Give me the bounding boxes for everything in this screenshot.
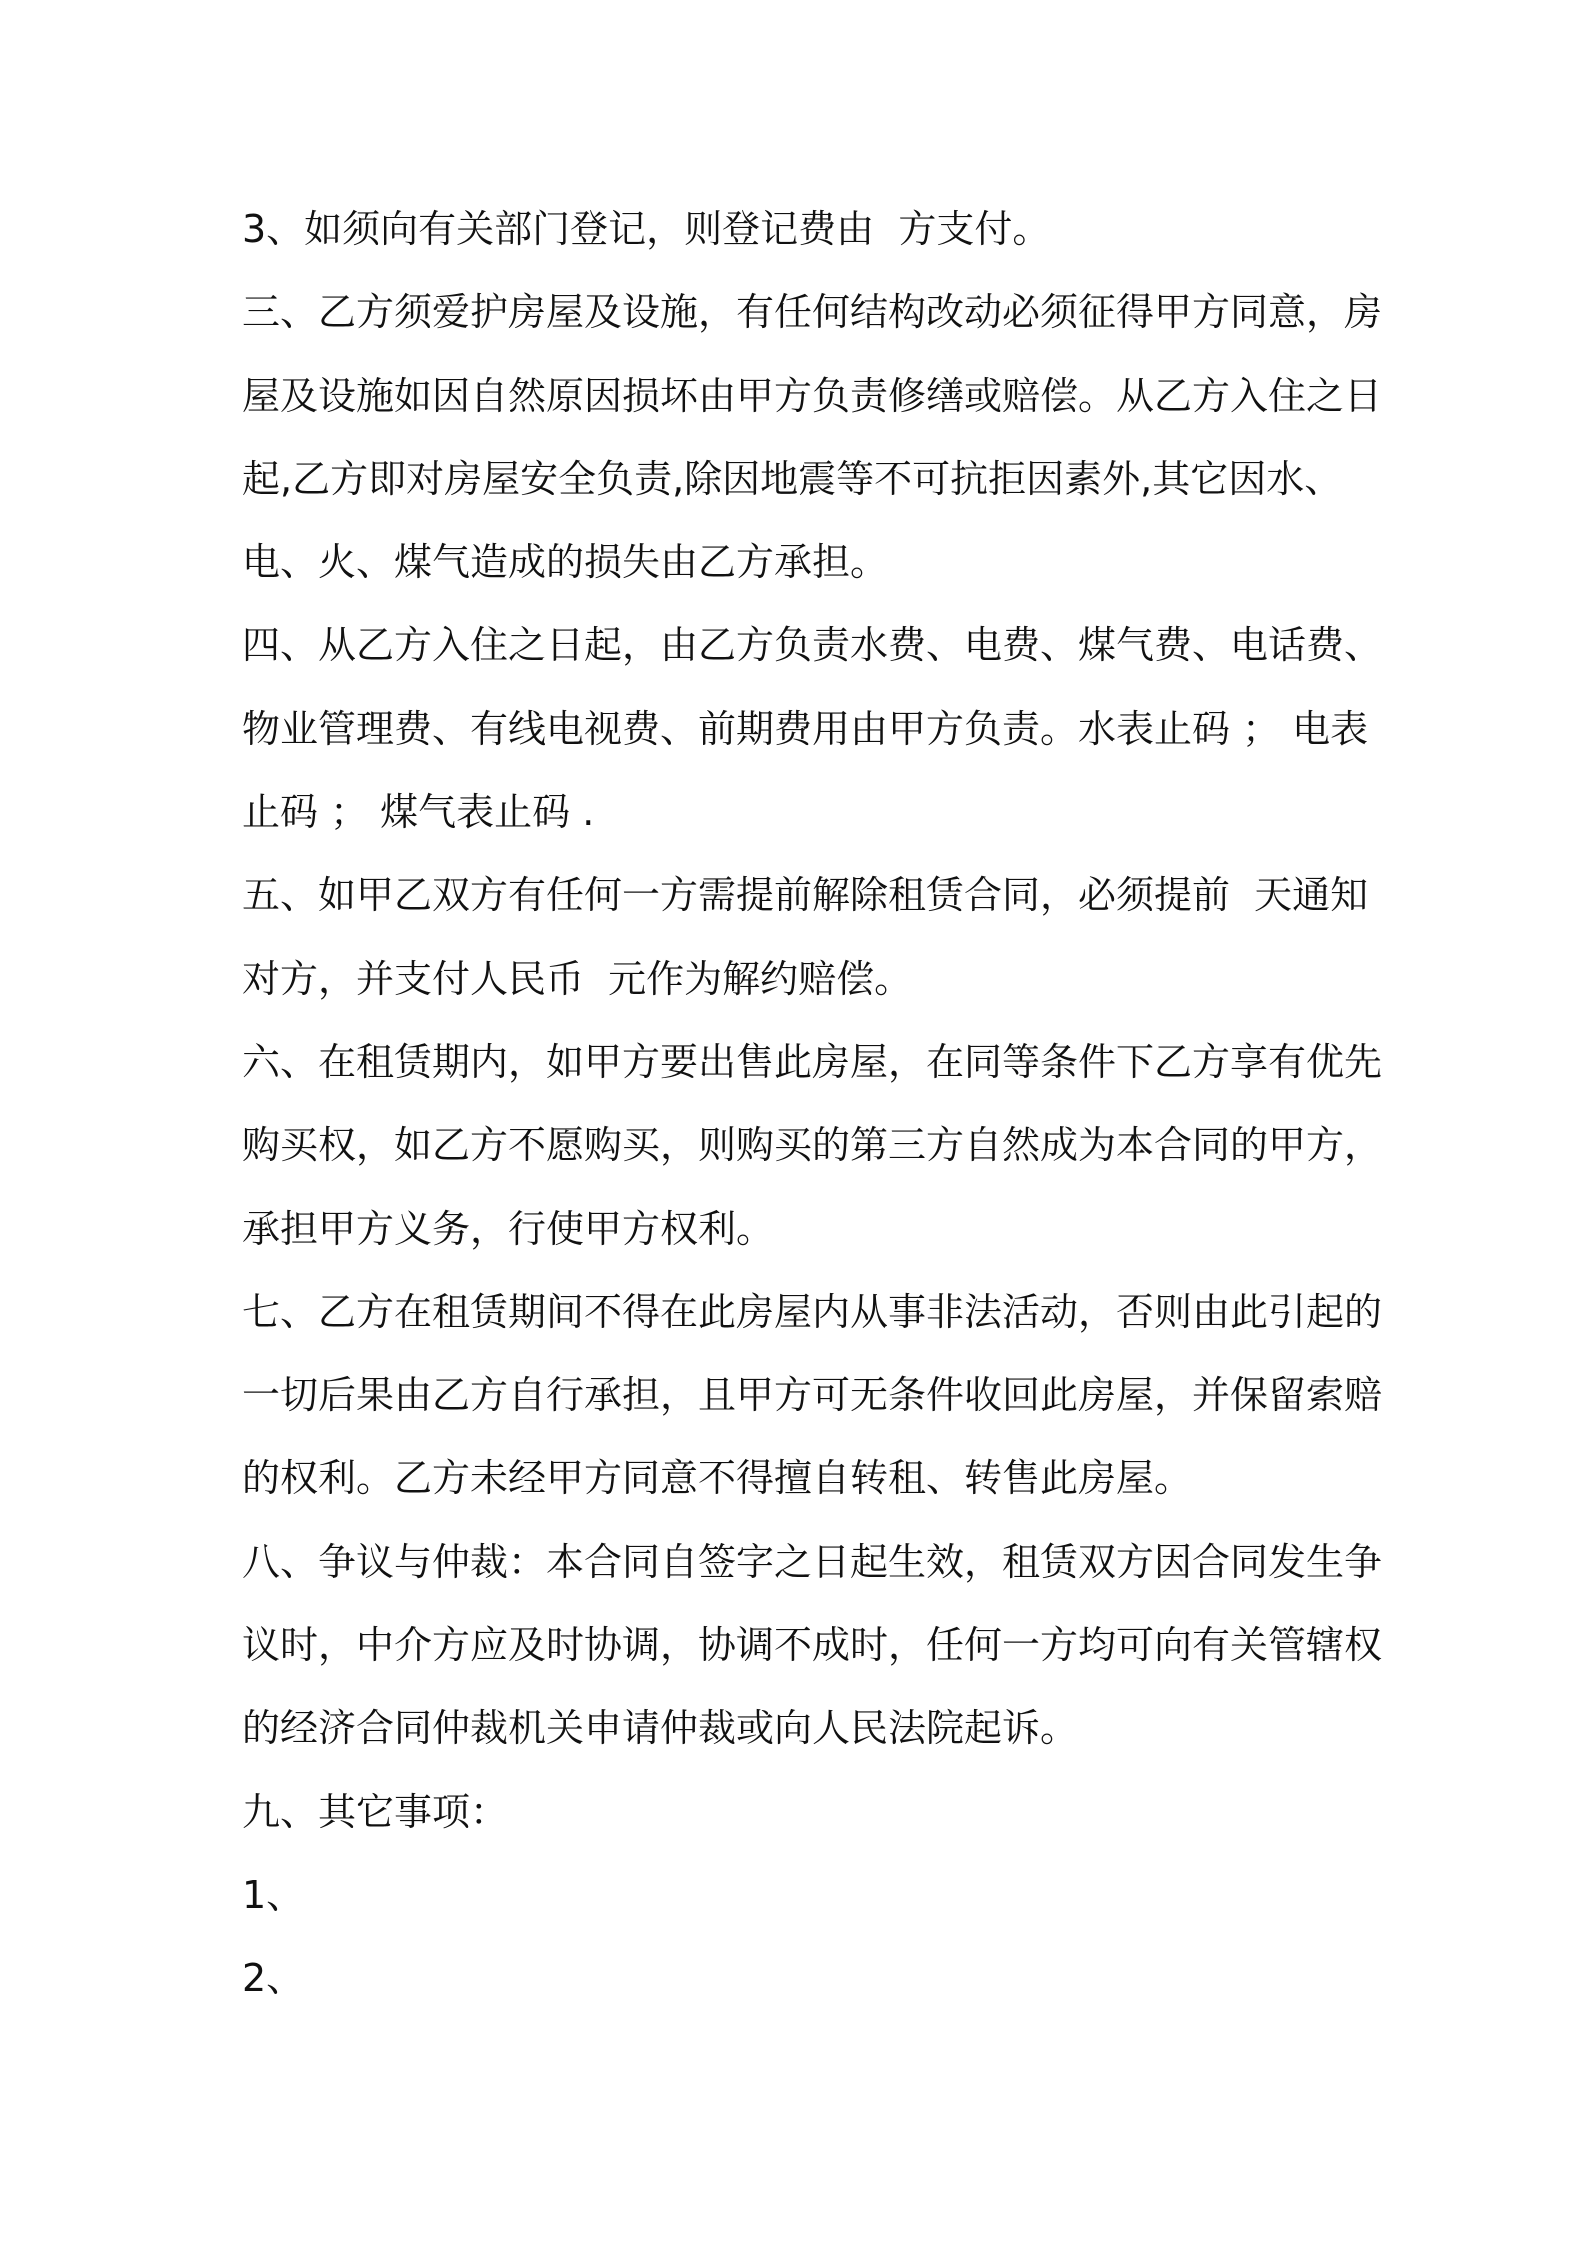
text-line: 1、 [242, 1872, 305, 1917]
text-line: 止码 ； 煤气表止码 . [242, 790, 595, 835]
text-line: 九、其它事项： [242, 1789, 509, 1834]
text-line: 3、如须向有关部门登记，则登记费由 方支付。 [242, 207, 1051, 251]
text-line: 电、火、煤气造成的损失由乙方承担。 [242, 540, 889, 585]
text-line: 承担甲方义务，行使甲方权利。 [242, 1206, 775, 1251]
text-line: 对方，并支付人民币 元作为解约赔偿。 [242, 956, 913, 1001]
text-line: 议时，中介方应及时协调，协调不成时，任何一方均可向有关管辖权 [242, 1623, 1383, 1668]
text-line: 2、 [242, 1956, 305, 2001]
text-line: 一切后果由乙方自行承担，且甲方可无条件收回此房屋，并保留索赔 [242, 1373, 1383, 1418]
text-line: 物业管理费、有线电视费、前期费用由甲方负责。水表止码 ； 电表 [242, 706, 1369, 751]
text-line: 起,乙方即对房屋安全负责,除因地震等不可抗拒因素外,其它因水、 [242, 456, 1343, 501]
text-line: 屋及设施如因自然原因损坏由甲方负责修缮或赔偿。从乙方入住之日 [242, 373, 1383, 418]
text-line: 六、在租赁期内，如甲方要出售此房屋，在同等条件下乙方享有优先 [242, 1039, 1383, 1084]
contract-text [242, 188, 1383, 2021]
text-line: 三、乙方须爱护房屋及设施，有任何结构改动必须征得甲方同意，房 [242, 290, 1383, 335]
text-line: 四、从乙方入住之日起，由乙方负责水费、电费、煤气费、电话费、 [242, 623, 1383, 668]
text-line: 购买权，如乙方不愿购买，则购买的第三方自然成为本合同的甲方， [242, 1123, 1383, 1168]
text-line: 八、争议与仲裁：本合同自签字之日起生效，租赁双方因合同发生争 [242, 1539, 1383, 1584]
text-line: 五、如甲乙双方有任何一方需提前解除租赁合同，必须提前 天通知 [242, 873, 1369, 918]
text-line: 七、乙方在租赁期间不得在此房屋内从事非法活动，否则由此引起的 [242, 1289, 1383, 1334]
text-line: 的经济合同仲裁机关申请仲裁或向人民法院起诉。 [242, 1706, 1079, 1751]
text-line: 的权利。乙方未经甲方同意不得擅自转租、转售此房屋。 [242, 1456, 1193, 1501]
